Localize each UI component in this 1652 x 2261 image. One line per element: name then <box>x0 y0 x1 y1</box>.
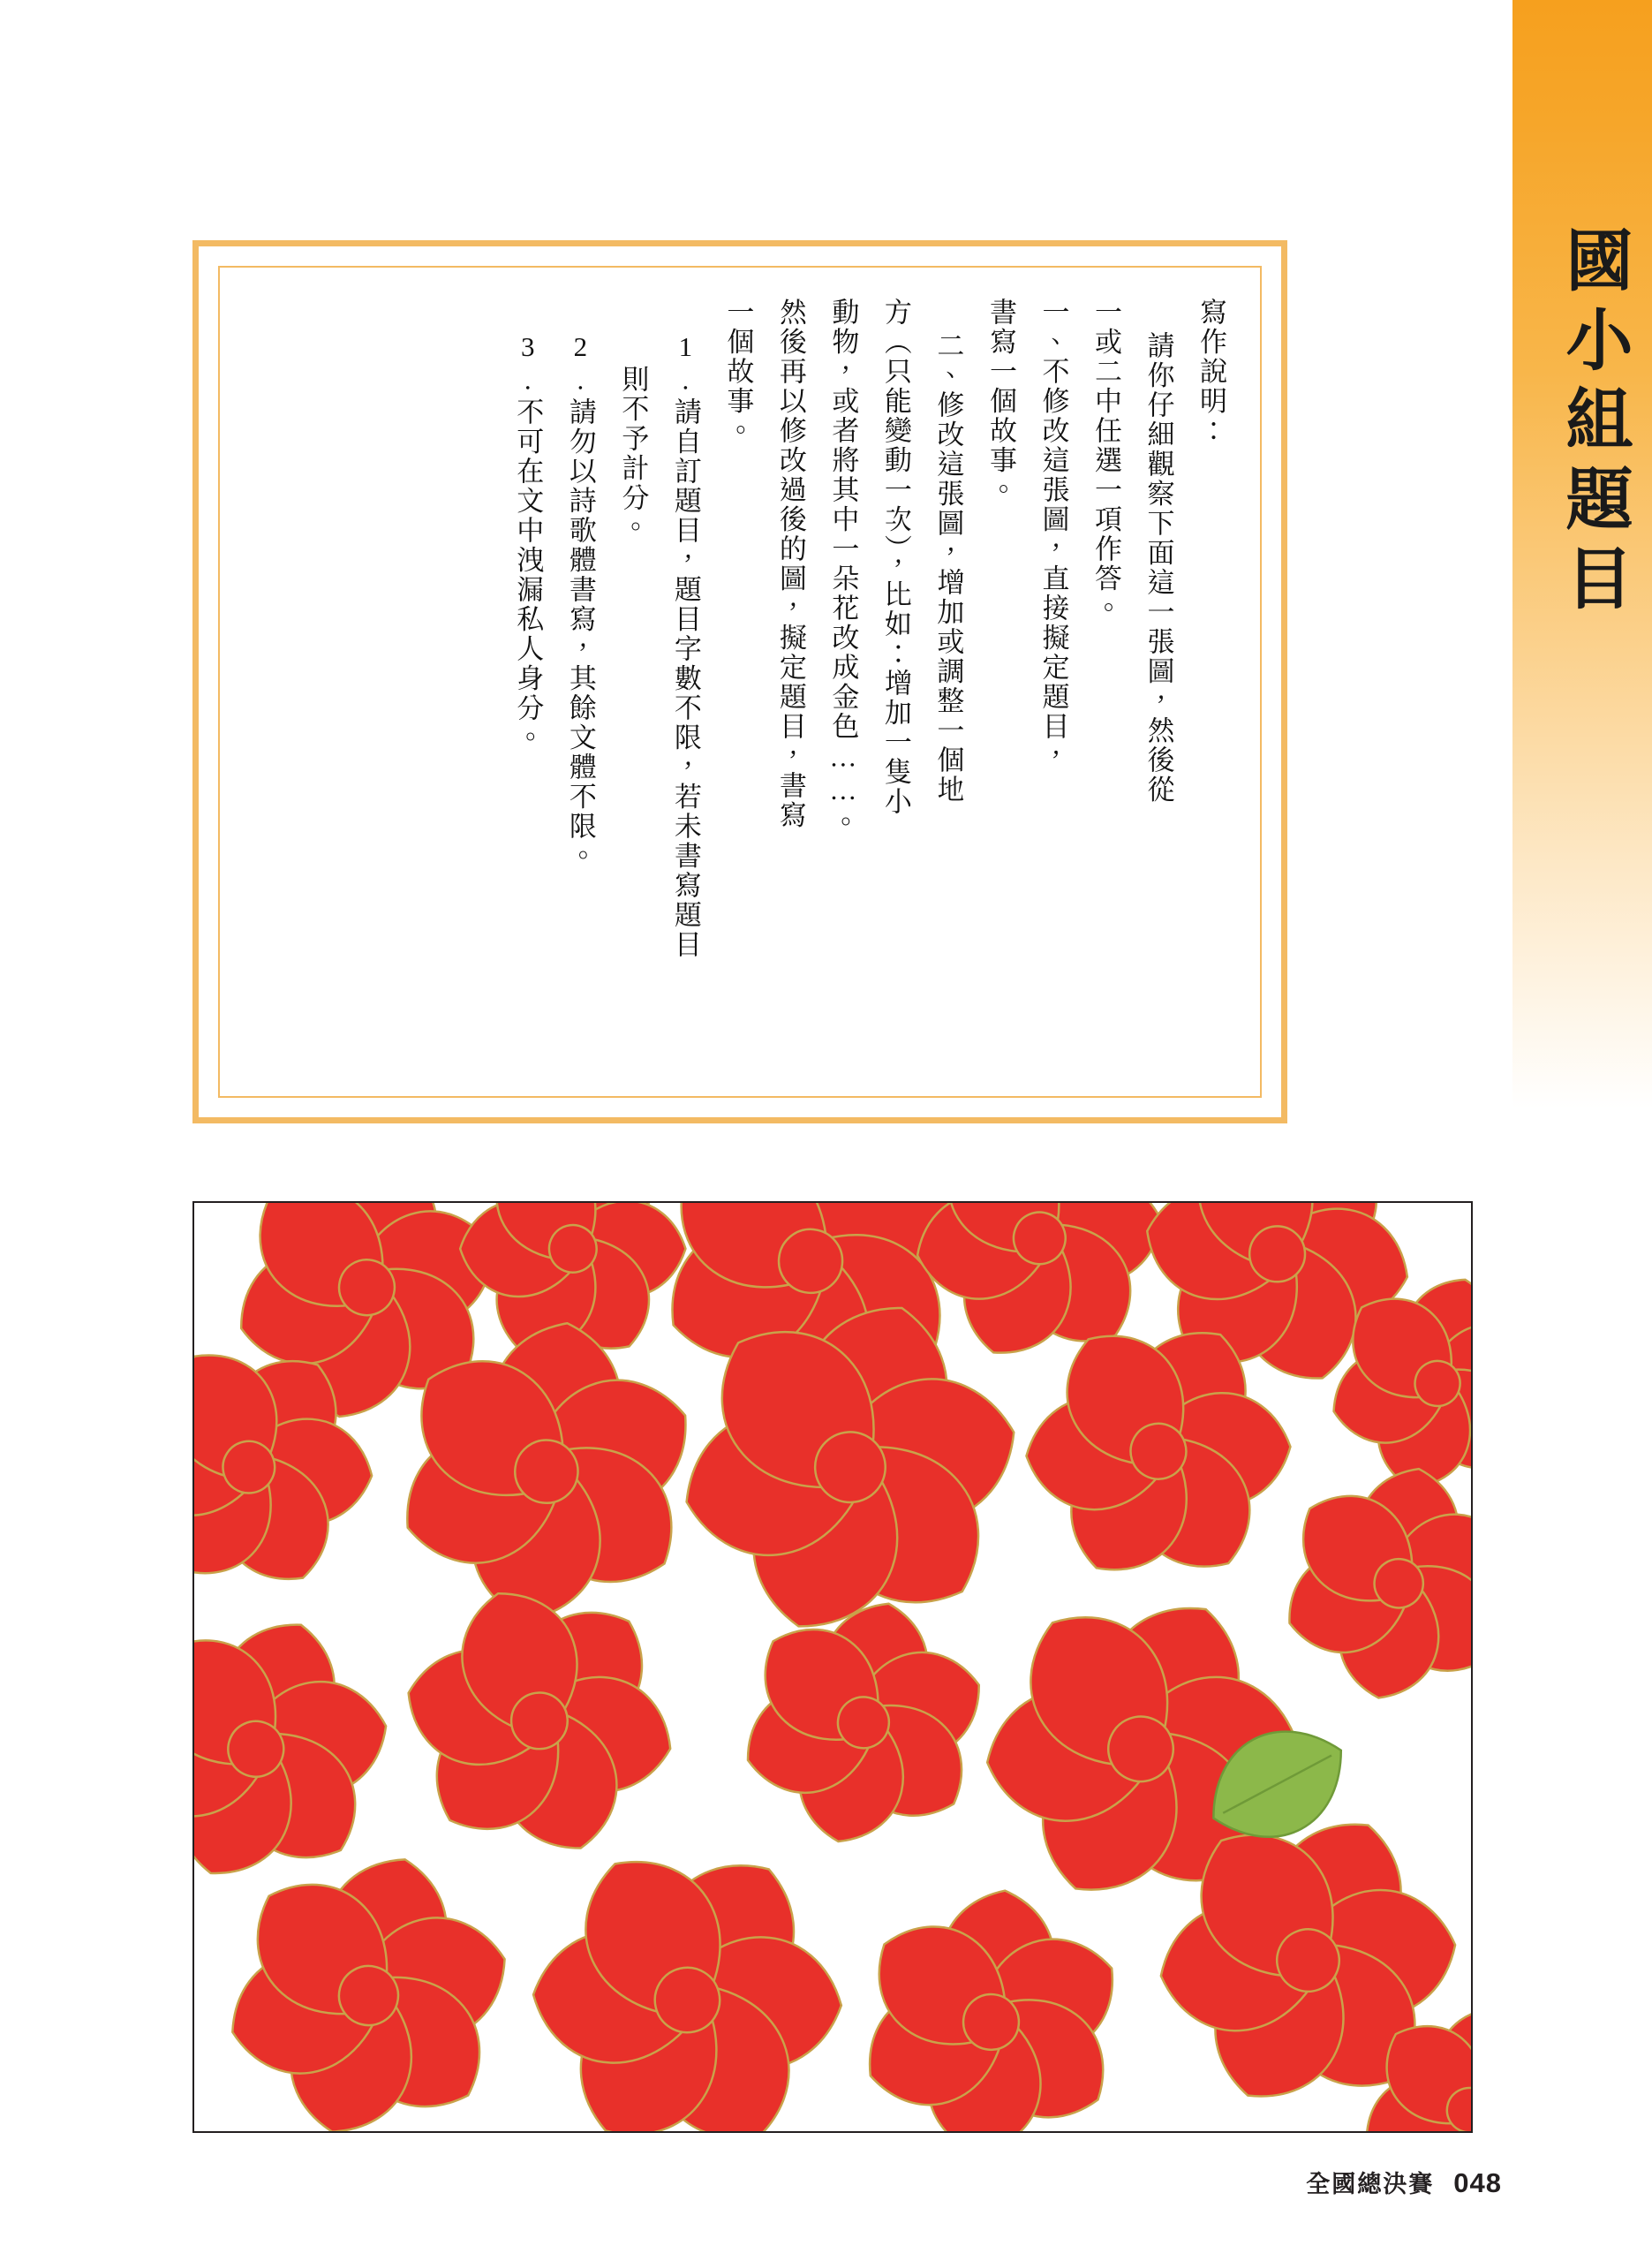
instruction-rule-2: 2.請勿以詩歌體書寫，其餘文體不限。 <box>564 331 596 871</box>
instruction-line-3: 一、不修改這張圖，直接擬定題目， <box>1037 298 1069 771</box>
artwork-frame <box>192 1201 1473 2133</box>
instruction-line-2: 一或二中任選一項作答。 <box>1090 298 1121 624</box>
instruction-line-5: 二、修改這張圖，增加或調整一個地 <box>932 331 964 805</box>
footer-label: 全國總決賽 <box>1306 2171 1435 2197</box>
section-title: 國小組題目 <box>1556 225 1630 623</box>
instruction-rule-3: 3.不可在文中洩漏私人身分。 <box>512 331 544 752</box>
page-footer <box>1306 2165 1502 2199</box>
instruction-line-8: 然後再以修改過後的圖，擬定題目，書寫 <box>774 298 806 830</box>
flower-pattern-illustration <box>194 1203 1471 2132</box>
instruction-line-9: 一個故事。 <box>722 298 754 446</box>
instruction-line-7: 動物，或者將其中一朵花改成金色……。 <box>827 298 859 837</box>
instruction-line-1: 請你仔細觀察下面這一張圖，然後從 <box>1143 331 1174 805</box>
instruction-heading: 寫作說明： <box>1196 298 1226 446</box>
instruction-line-4: 書寫一個故事。 <box>984 298 1016 505</box>
instruction-rule-1-cont: 則不予計分。 <box>617 365 649 542</box>
instruction-line-6: 方（只能變動一次），比如：增加一隻小 <box>879 298 911 817</box>
footer-page-number: 048 <box>1453 2167 1502 2198</box>
instruction-box-inner <box>218 266 1262 1098</box>
instruction-rule-1: 1.請自訂題目，題目字數不限，若未書寫題目 <box>669 331 701 960</box>
instruction-box <box>192 240 1287 1123</box>
